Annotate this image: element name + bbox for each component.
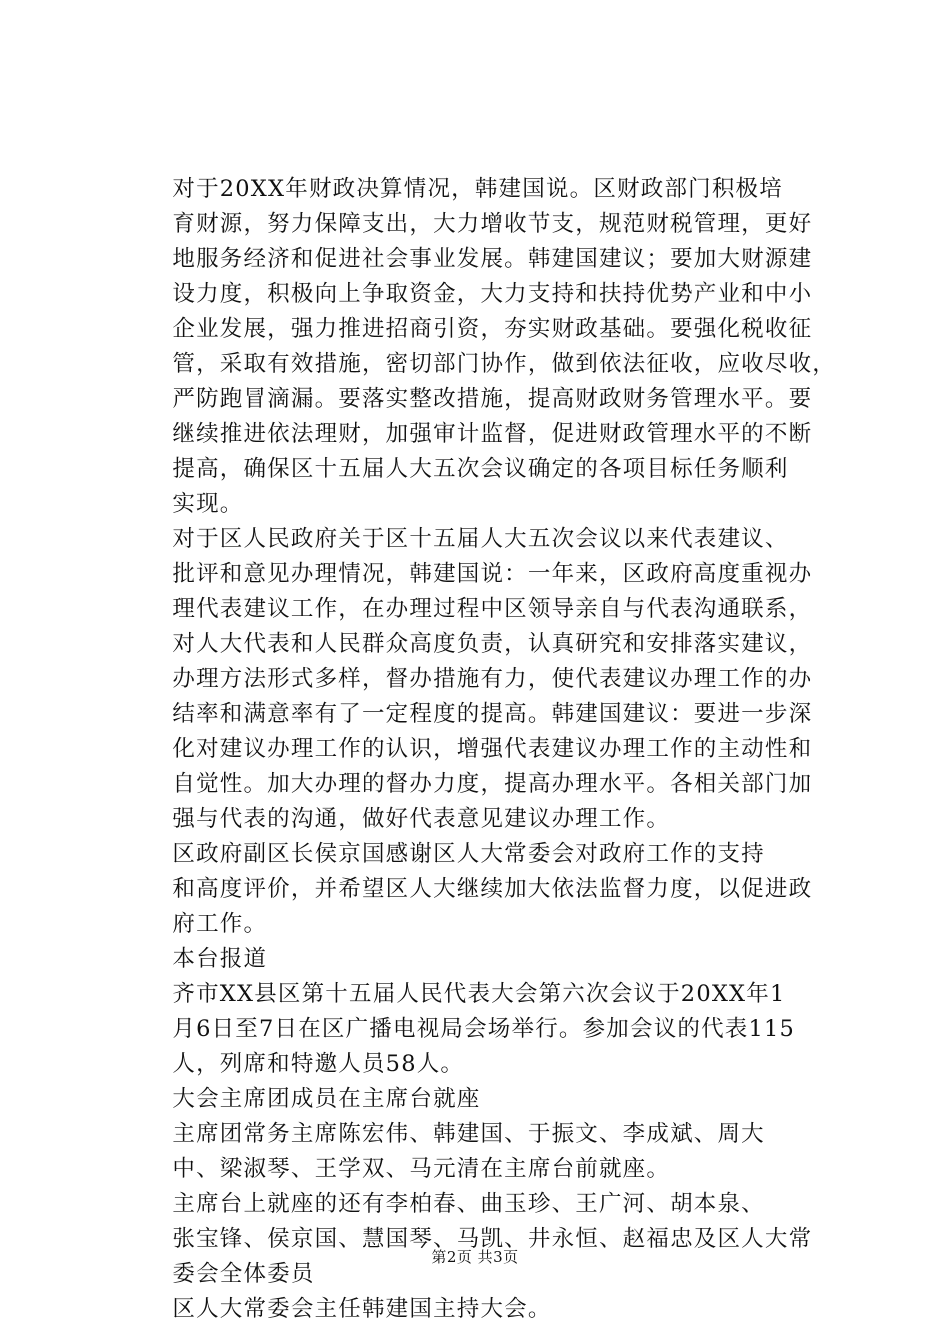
document-body	[124, 172, 844, 1327]
text-line: 理代表建议工作，在办理过程中区领导亲自与代表沟通联系，	[172, 596, 813, 622]
page-number-footer: 第2页 共3页	[431, 1248, 519, 1266]
text-line: 月6日至7日在区广播电视局会场举行。参加会议的代表115	[172, 1016, 796, 1042]
text-line: 企业发展，强力推进招商引资，夯实财政基础。要强化税收征	[172, 316, 813, 342]
text-line: 对于20XX年财政决算情况，韩建国说。区财政部门积极培	[172, 176, 783, 202]
text-line: 主席台上就座的还有李柏春、曲玉珍、王广河、胡本泉、	[172, 1191, 765, 1217]
text-line: 实现。	[172, 491, 244, 517]
text-line: 区政府副区长侯京国感谢区人大常委会对政府工作的支持	[172, 841, 765, 867]
text-line: 化对建议办理工作的认识，增强代表建议办理工作的主动性和	[172, 736, 813, 762]
text-line: 本台报道	[172, 946, 268, 972]
text-line: 齐市XX县区第十五届人民代表大会第六次会议于20XX年1	[172, 981, 786, 1007]
paragraph-rostrum-members	[124, 1187, 844, 1292]
text-line: 地服务经济和促进社会事业发展。韩建国建议；要加大财源建	[172, 246, 813, 272]
paragraph-executive-chairs	[124, 1117, 844, 1187]
text-line: 对人大代表和人民群众高度负责，认真研究和安排落实建议，	[172, 631, 813, 657]
text-line: 办理方法形式多样，督办措施有力，使代表建议办理工作的办	[172, 666, 813, 692]
text-line: 提高，确保区十五届人大五次会议确定的各项目标任务顺利	[172, 456, 789, 482]
paragraph-station-report	[124, 942, 844, 977]
text-line: 结率和满意率有了一定程度的提高。韩建国建议：要进一步深	[172, 701, 813, 727]
text-line: 管，采取有效措施，密切部门协作，做到依法征收，应收尽收，	[172, 351, 836, 377]
text-line: 设力度，积极向上争取资金，大力支持和扶持优势产业和中小	[172, 281, 813, 307]
text-line: 严防跑冒滴漏。要落实整改措施，提高财政财务管理水平。要	[172, 386, 813, 412]
text-line: 自觉性。加大办理的督办力度，提高办理水平。各相关部门加	[172, 771, 813, 797]
paragraph-realization	[124, 487, 844, 522]
text-line: 大会主席团成员在主席台就座	[172, 1086, 481, 1112]
text-line: 继续推进依法理财，加强审计监督，促进财政管理水平的不断	[172, 421, 813, 447]
text-line: 张宝锋、侯京国、慧国琴、马凯、井永恒、赵福忠及区人大常	[172, 1226, 813, 1252]
text-line: 府工作。	[172, 911, 268, 937]
paragraph-deputy-mayor	[124, 837, 844, 942]
text-line: 强与代表的沟通，做好代表意见建议办理工作。	[172, 806, 671, 832]
text-line: 育财源，努力保障支出，大力增收节支，规范财税管理，更好	[172, 211, 813, 237]
paragraph-congress-meeting	[124, 977, 844, 1082]
text-line: 批评和意见办理情况，韩建国说：一年来，区政府高度重视办	[172, 561, 813, 587]
text-line: 人，列席和特邀人员58人。	[172, 1051, 465, 1077]
text-line: 中、梁淑琴、王学双、马元清在主席台前就座。	[172, 1156, 671, 1182]
text-line: 区人大常委会主任韩建国主持大会。	[172, 1296, 552, 1322]
paragraph-final-accounts	[124, 172, 844, 487]
paragraph-presidium-seated	[124, 1082, 844, 1117]
paragraph-suggestion-handling	[124, 522, 844, 837]
text-line: 和高度评价，并希望区人大继续加大依法监督力度，以促进政	[172, 876, 813, 902]
text-line: 对于区人民政府关于区十五届人大五次会议以来代表建议、	[172, 526, 789, 552]
text-line: 委会全体委员	[172, 1261, 315, 1287]
paragraph-host	[124, 1292, 844, 1327]
text-line: 主席团常务主席陈宏伟、韩建国、于振文、李成斌、周大	[172, 1121, 765, 1147]
